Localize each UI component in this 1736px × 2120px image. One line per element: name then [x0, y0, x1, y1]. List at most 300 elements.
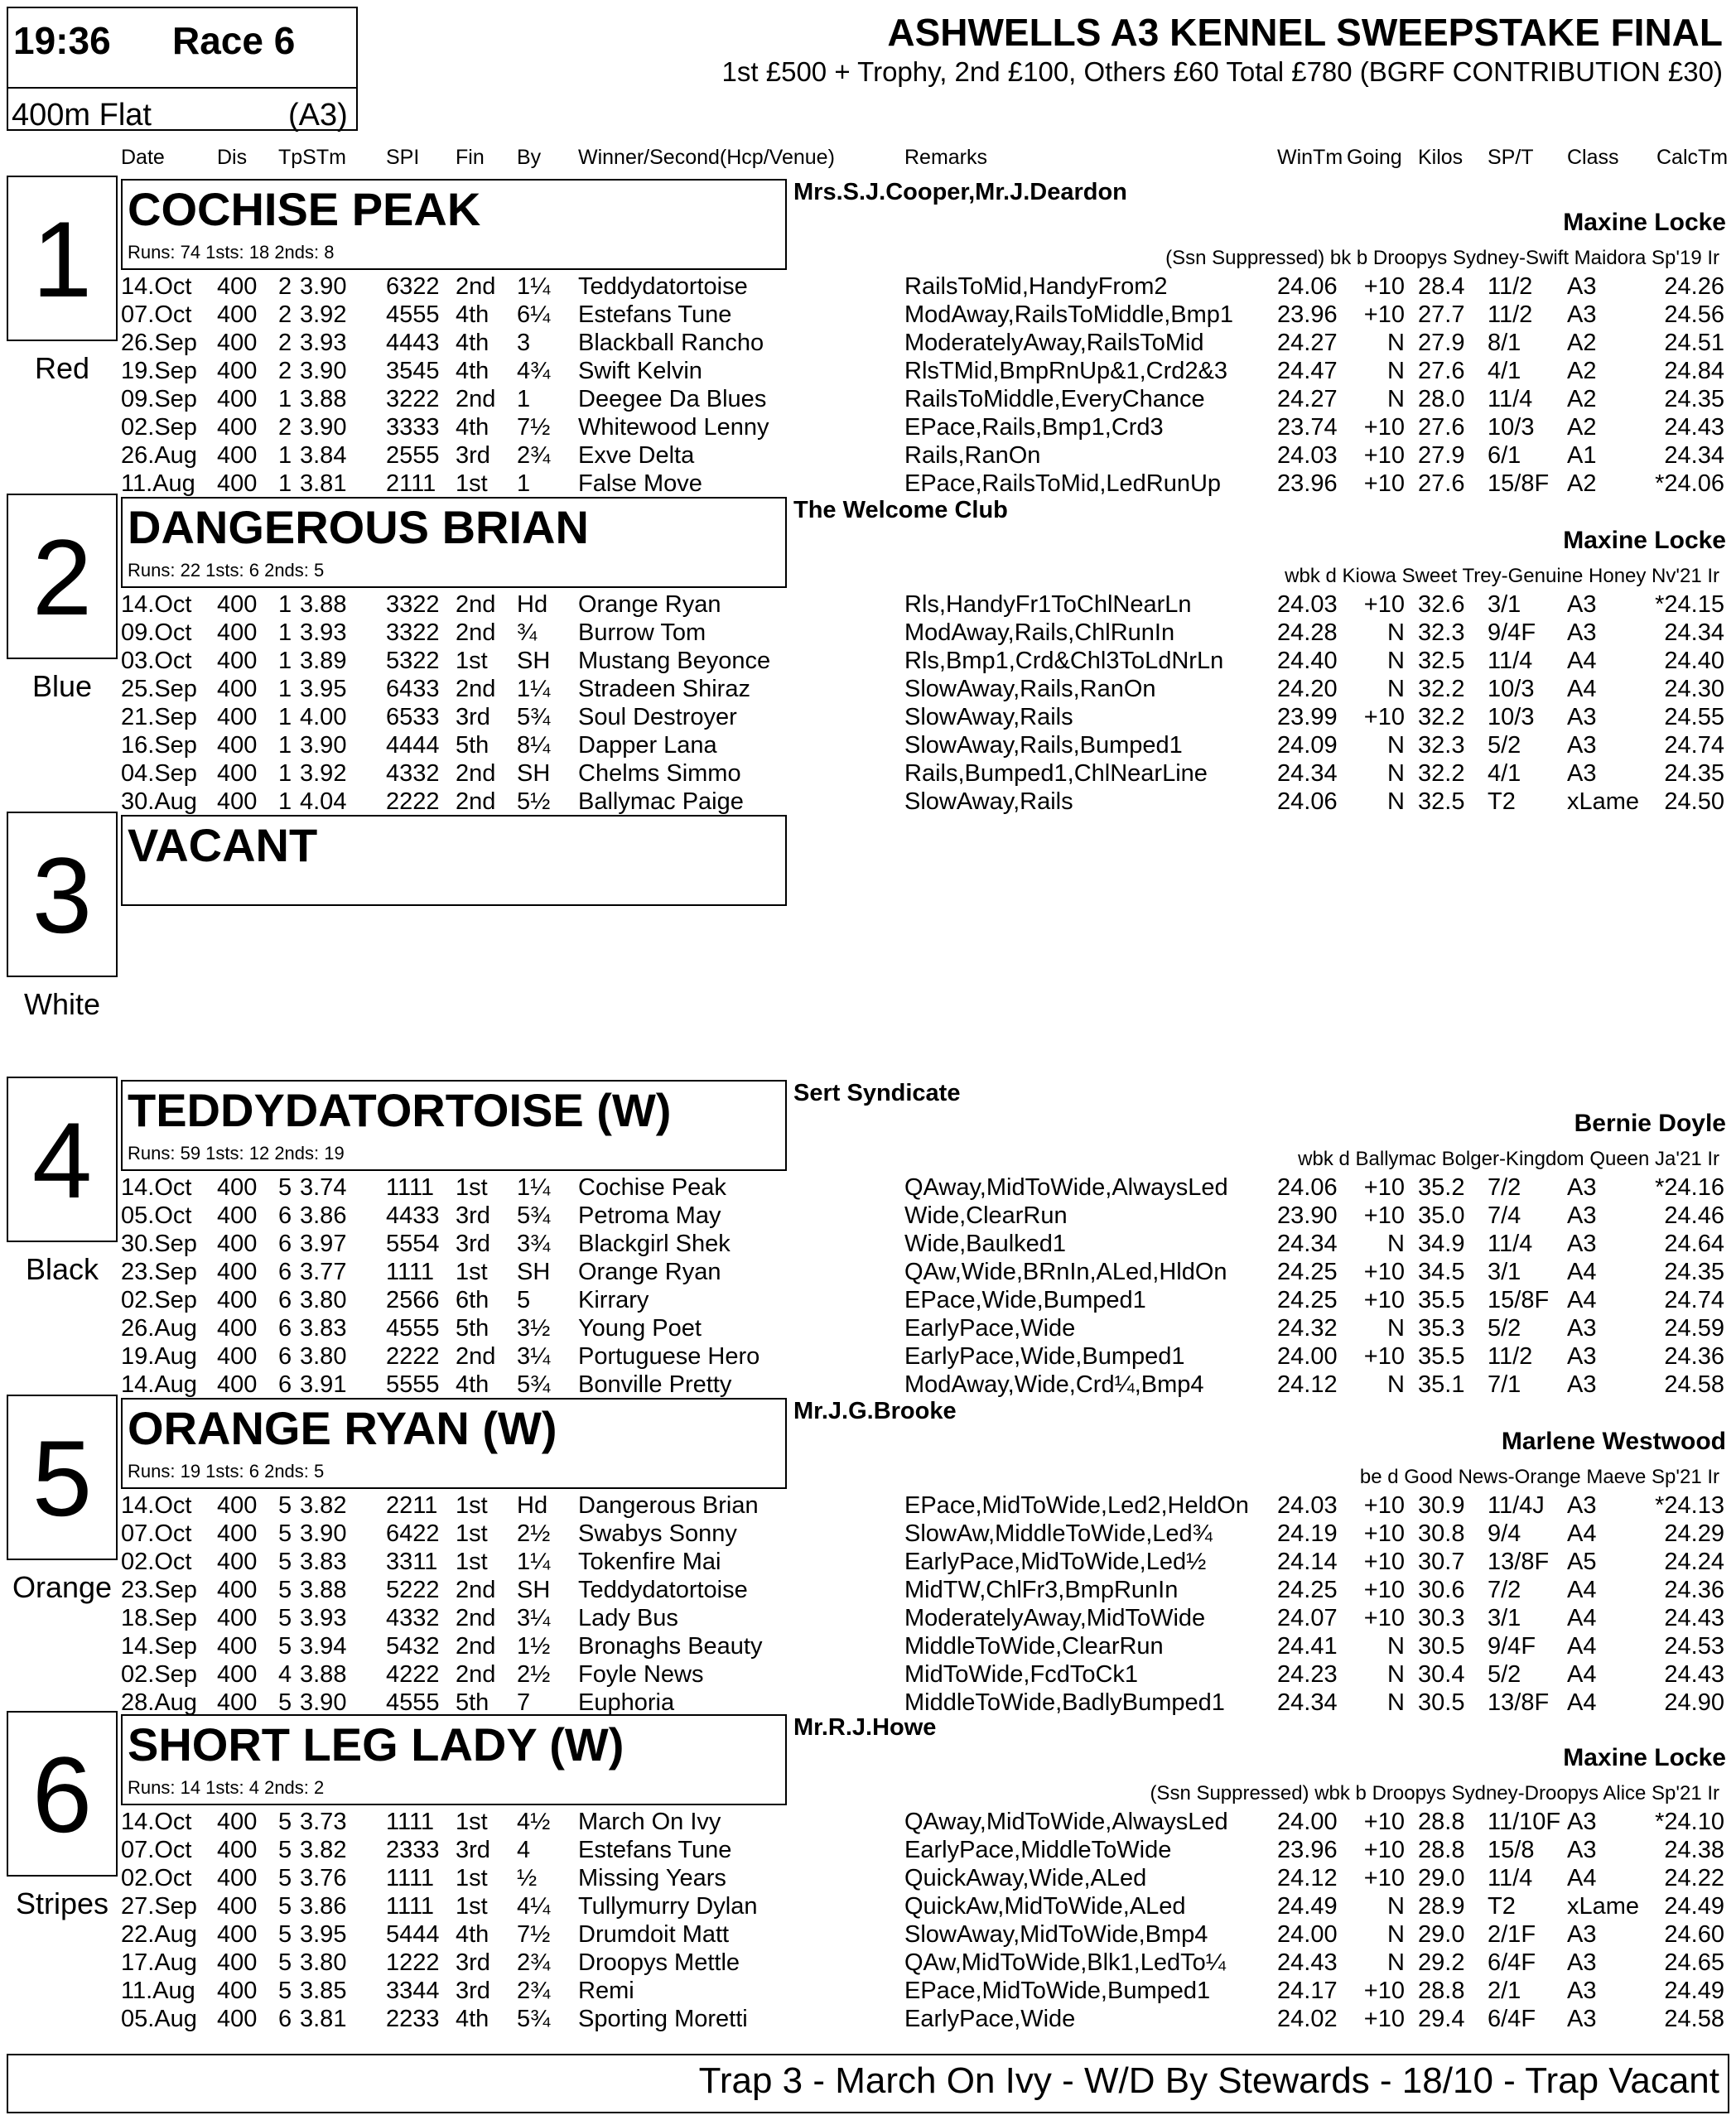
form-trap: 5 [278, 1893, 292, 1920]
form-remarks: QAw,Wide,BRnIn,ALed,HldOn [904, 1259, 1227, 1285]
form-by: SH [517, 1259, 551, 1285]
form-wintm: 23.90 [1277, 1202, 1338, 1229]
form-kilos: 27.9 [1418, 330, 1465, 356]
form-trap: 2 [278, 273, 292, 300]
form-calctm: 24.84 [1664, 358, 1724, 384]
form-wintm: 24.06 [1277, 1174, 1338, 1201]
form-fin: 3rd [456, 1949, 490, 1976]
form-calctm: *24.13 [1655, 1492, 1724, 1519]
form-calctm: 24.55 [1664, 704, 1724, 730]
form-remarks: EarlyPace,Wide,Bumped1 [904, 1343, 1185, 1370]
form-fin: 1st [456, 1893, 488, 1920]
form-spt: 11/10F [1488, 1809, 1561, 1835]
col-date: Date [121, 146, 165, 169]
form-dis: 400 [217, 1661, 258, 1688]
form-trap: 5 [278, 1492, 292, 1519]
form-row [0, 1921, 1736, 1949]
form-calctm: 24.74 [1664, 732, 1724, 759]
form-going: +10 [1363, 1343, 1405, 1370]
form-date: 26.Aug [121, 442, 197, 469]
form-class: A4 [1567, 676, 1597, 702]
form-dis: 400 [217, 1689, 258, 1716]
form-class: xLame [1567, 788, 1640, 815]
form-date: 07.Oct [121, 301, 192, 328]
form-stm: 3.90 [300, 273, 347, 300]
form-spt: 13/8F [1488, 1689, 1550, 1716]
form-wintm: 24.00 [1277, 1921, 1338, 1948]
form-stm: 3.92 [300, 760, 347, 787]
form-remarks: RlsTMid,BmpRnUp&1,Crd2&3 [904, 358, 1228, 384]
form-fin: 4th [456, 1371, 489, 1398]
form-trap: 2 [278, 358, 292, 384]
form-spt: 11/2 [1488, 1343, 1533, 1370]
form-row [0, 1371, 1736, 1400]
form-kilos: 29.2 [1418, 1949, 1465, 1976]
form-wintm: 24.03 [1277, 442, 1338, 469]
form-class: A3 [1567, 273, 1597, 300]
form-date: 09.Oct [121, 619, 192, 646]
form-row [0, 1492, 1736, 1520]
form-row [0, 1287, 1736, 1315]
form-winner: Young Poet [578, 1315, 702, 1342]
form-row [0, 591, 1736, 619]
form-fin: 4th [456, 330, 489, 356]
form-fin: 3rd [456, 1978, 490, 2004]
prize-money: 1st £500 + Trophy, 2nd £100, Others £60 Total £780 (BGRF CONTRIBUTION £30) [721, 56, 1723, 87]
form-dis: 400 [217, 1202, 258, 1229]
form-fin: 4th [456, 414, 489, 441]
form-spi: 1222 [386, 1949, 440, 1976]
form-trap: 1 [278, 760, 292, 787]
form-spi: 3545 [386, 358, 440, 384]
form-date: 23.Sep [121, 1259, 197, 1285]
form-spt: 4/1 [1488, 760, 1521, 787]
form-going: +10 [1363, 704, 1405, 730]
form-dis: 400 [217, 1809, 258, 1835]
form-dis: 400 [217, 732, 258, 759]
form-by: 1¼ [517, 273, 551, 300]
form-remarks: SlowAw,MiddleToWide,Led¾ [904, 1520, 1213, 1547]
form-fin: 4th [456, 301, 489, 328]
form-spi: 2111 [386, 470, 436, 497]
form-stm: 3.86 [300, 1202, 347, 1229]
form-dis: 400 [217, 1605, 258, 1631]
form-trap: 2 [278, 414, 292, 441]
form-fin: 3rd [456, 1231, 490, 1257]
form-winner: Swabys Sonny [578, 1520, 737, 1547]
form-dis: 400 [217, 1865, 258, 1891]
form-winner: Swift Kelvin [578, 358, 702, 384]
form-going: +10 [1363, 1520, 1405, 1547]
col-calctm: CalcTm [1656, 146, 1729, 169]
form-by: 4¼ [517, 1893, 551, 1920]
form-trap: 1 [278, 442, 292, 469]
form-going: N [1387, 760, 1405, 787]
form-date: 05.Aug [121, 2006, 197, 2032]
form-calctm: 24.43 [1664, 1605, 1724, 1631]
form-trap: 6 [278, 1231, 292, 1257]
form-date: 07.Oct [121, 1837, 192, 1863]
form-by: 1 [517, 470, 531, 497]
form-stm: 3.95 [300, 676, 347, 702]
form-spi: 6322 [386, 273, 440, 300]
form-trap: 1 [278, 591, 292, 618]
form-by: 3¼ [517, 1343, 551, 1370]
form-wintm: 24.27 [1277, 386, 1338, 412]
form-row [0, 273, 1736, 301]
form-kilos: 28.4 [1418, 273, 1465, 300]
form-wintm: 23.96 [1277, 1837, 1338, 1863]
form-winner: Cochise Peak [578, 1174, 726, 1201]
trap-colour: White [23, 987, 101, 1021]
form-dis: 400 [217, 1633, 258, 1660]
form-wintm: 24.41 [1277, 1633, 1338, 1660]
form-dis: 400 [217, 470, 258, 497]
race-time: 19:36 [13, 19, 111, 62]
form-fin: 1st [456, 1492, 488, 1519]
form-remarks: SlowAway,Rails [904, 704, 1073, 730]
form-winner: Foyle News [578, 1661, 704, 1688]
form-date: 25.Sep [121, 676, 197, 702]
form-trap: 6 [278, 2006, 292, 2032]
form-kilos: 30.5 [1418, 1689, 1465, 1716]
form-date: 11.Aug [121, 1978, 195, 2004]
form-calctm: 24.35 [1664, 760, 1724, 787]
form-by: 1¼ [517, 1549, 551, 1575]
form-trap: 5 [278, 1605, 292, 1631]
form-going: +10 [1363, 1978, 1405, 2004]
form-row [0, 1837, 1736, 1865]
form-winner: Teddydatortoise [578, 1577, 748, 1603]
form-by: 5 [517, 1287, 531, 1313]
form-calctm: 24.43 [1664, 414, 1724, 441]
col-wintm: WinTm [1277, 146, 1343, 169]
form-class: A3 [1567, 760, 1597, 787]
form-going: N [1387, 788, 1405, 815]
form-going: N [1387, 648, 1405, 674]
form-kilos: 30.5 [1418, 1633, 1465, 1660]
form-wintm: 23.96 [1277, 470, 1338, 497]
form-calctm: 24.35 [1664, 1259, 1724, 1285]
form-date: 05.Oct [121, 1202, 192, 1229]
col-fin: Fin [456, 146, 485, 169]
form-winner: Mustang Beyonce [578, 648, 771, 674]
form-spt: 5/2 [1488, 1315, 1521, 1342]
form-calctm: 24.56 [1664, 301, 1724, 328]
form-class: A3 [1567, 591, 1597, 618]
form-remarks: ModAway,Wide,Crd¼,Bmp4 [904, 1371, 1204, 1398]
form-by: Hd [517, 1492, 548, 1519]
form-class: A3 [1567, 1315, 1597, 1342]
form-date: 23.Sep [121, 1577, 197, 1603]
form-by: 3¾ [517, 1231, 551, 1257]
form-fin: 2nd [456, 1577, 496, 1603]
trap-number: 5 [31, 1418, 93, 1539]
form-stm: 3.90 [300, 414, 347, 441]
form-calctm: 24.59 [1664, 1315, 1724, 1342]
form-spt: 6/1 [1488, 442, 1521, 469]
form-calctm: 24.43 [1664, 1661, 1724, 1688]
dog-name: SHORT LEG LADY (W) [128, 1718, 624, 1771]
form-fin: 4th [456, 2006, 489, 2032]
form-remarks: EPace,RailsToMid,LedRunUp [904, 470, 1222, 497]
form-dis: 400 [217, 301, 258, 328]
form-fin: 2nd [456, 273, 496, 300]
form-spi: 6433 [386, 676, 440, 702]
form-calctm: 24.58 [1664, 1371, 1724, 1398]
form-trap: 1 [278, 676, 292, 702]
form-remarks: SlowAway,Rails [904, 788, 1073, 815]
form-date: 22.Aug [121, 1921, 197, 1948]
form-remarks: SlowAway,Rails,RanOn [904, 676, 1156, 702]
form-spi: 2333 [386, 1837, 440, 1863]
form-kilos: 30.9 [1418, 1492, 1465, 1519]
form-dis: 400 [217, 591, 258, 618]
form-spi: 4433 [386, 1202, 440, 1229]
form-class: A4 [1567, 1865, 1597, 1891]
form-going: +10 [1363, 1259, 1405, 1285]
trap-colour: Black [25, 1252, 99, 1286]
form-going: N [1387, 732, 1405, 759]
form-by: 1 [517, 386, 531, 412]
form-winner: Tokenfire Mai [578, 1549, 721, 1575]
dog-runs-summary: Runs: 74 1sts: 18 2nds: 8 [128, 242, 335, 263]
form-spt: 9/4 [1488, 1520, 1521, 1547]
form-by: SH [517, 1577, 551, 1603]
form-kilos: 28.8 [1418, 1978, 1465, 2004]
form-trap: 6 [278, 1315, 292, 1342]
form-row [0, 732, 1736, 760]
form-class: A3 [1567, 1231, 1597, 1257]
form-date: 14.Sep [121, 1633, 197, 1660]
form-dis: 400 [217, 788, 258, 815]
form-by: 2¾ [517, 442, 551, 469]
form-fin: 6th [456, 1287, 489, 1313]
form-row [0, 1809, 1736, 1837]
form-going: +10 [1363, 1865, 1405, 1891]
form-kilos: 34.9 [1418, 1231, 1465, 1257]
form-spt: 4/1 [1488, 358, 1521, 384]
form-date: 02.Sep [121, 414, 197, 441]
form-trap: 5 [278, 1865, 292, 1891]
form-stm: 3.94 [300, 1633, 347, 1660]
form-stm: 3.74 [300, 1174, 347, 1201]
form-wintm: 24.34 [1277, 1689, 1338, 1716]
form-dis: 400 [217, 760, 258, 787]
form-date: 14.Oct [121, 1809, 192, 1835]
form-kilos: 28.0 [1418, 386, 1465, 412]
form-stm: 3.95 [300, 1921, 347, 1948]
form-kilos: 32.5 [1418, 648, 1465, 674]
form-fin: 2nd [456, 619, 496, 646]
form-by: 5¾ [517, 1371, 551, 1398]
form-wintm: 24.12 [1277, 1371, 1338, 1398]
form-kilos: 27.6 [1418, 414, 1465, 441]
form-remarks: ModAway,Rails,ChlRunIn [904, 619, 1175, 646]
form-remarks: QAway,MidToWide,AlwaysLed [904, 1809, 1228, 1835]
form-dis: 400 [217, 358, 258, 384]
form-row [0, 704, 1736, 732]
form-going: +10 [1363, 442, 1405, 469]
col-winner: Winner/Second(Hcp/Venue) [578, 146, 835, 169]
form-kilos: 32.5 [1418, 788, 1465, 815]
form-dis: 400 [217, 1343, 258, 1370]
form-winner: Exve Delta [578, 442, 695, 469]
form-spi: 3322 [386, 591, 440, 618]
form-spi: 1111 [386, 1809, 435, 1835]
form-remarks: QuickAway,Wide,ALed [904, 1865, 1147, 1891]
form-class: A4 [1567, 1605, 1597, 1631]
form-winner: Bronaghs Beauty [578, 1633, 763, 1660]
form-fin: 2nd [456, 1605, 496, 1631]
form-winner: Dapper Lana [578, 732, 717, 759]
form-spt: 11/4 [1488, 1865, 1533, 1891]
form-spi: 2222 [386, 788, 440, 815]
form-date: 28.Aug [121, 1689, 197, 1716]
col-going: Going [1347, 146, 1402, 169]
form-spt: 2/1 [1488, 1978, 1521, 2004]
form-kilos: 29.0 [1418, 1865, 1465, 1891]
form-dis: 400 [217, 442, 258, 469]
form-kilos: 30.6 [1418, 1577, 1465, 1603]
form-calctm: 24.50 [1664, 788, 1724, 815]
trap-colour: Blue [31, 669, 93, 703]
dog-runs-summary: Runs: 59 1sts: 12 2nds: 19 [128, 1143, 345, 1164]
form-going: N [1387, 1949, 1405, 1976]
form-remarks: EPace,MidToWide,Led2,HeldOn [904, 1492, 1249, 1519]
trap-number: 4 [31, 1100, 93, 1221]
form-spt: 3/1 [1488, 1605, 1521, 1631]
trap-number: 6 [31, 1734, 93, 1855]
form-spt: 13/8F [1488, 1549, 1550, 1575]
form-date: 14.Oct [121, 273, 192, 300]
form-remarks: MidToWide,FcdToCk1 [904, 1661, 1139, 1688]
form-spt: 11/2 [1488, 301, 1533, 328]
form-spt: 9/4F [1488, 619, 1536, 646]
form-wintm: 24.03 [1277, 591, 1338, 618]
form-class: A2 [1567, 414, 1597, 441]
form-trap: 6 [278, 1202, 292, 1229]
form-kilos: 27.7 [1418, 301, 1465, 328]
form-date: 26.Sep [121, 330, 197, 356]
form-remarks: QuickAw,MidToWide,ALed [904, 1893, 1186, 1920]
form-class: A4 [1567, 648, 1597, 674]
form-trap: 5 [278, 1809, 292, 1835]
form-winner: Drumdoit Matt [578, 1921, 730, 1948]
form-date: 11.Aug [121, 470, 195, 497]
form-fin: 3rd [456, 1202, 490, 1229]
form-date: 02.Oct [121, 1865, 192, 1891]
form-stm: 3.93 [300, 330, 347, 356]
form-trap: 1 [278, 788, 292, 815]
form-trap: 6 [278, 1343, 292, 1370]
form-remarks: QAw,MidToWide,Blk1,LedTo¼ [904, 1949, 1226, 1976]
form-winner: Kirrary [578, 1287, 649, 1313]
form-class: A3 [1567, 2006, 1597, 2032]
col-spt: SP/T [1488, 146, 1534, 169]
form-going: +10 [1363, 1174, 1405, 1201]
form-class: A3 [1567, 1949, 1597, 1976]
form-trap: 4 [278, 1661, 292, 1688]
form-spt: 15/8 [1488, 1837, 1535, 1863]
form-dis: 400 [217, 1315, 258, 1342]
form-row [0, 1202, 1736, 1231]
form-stm: 3.88 [300, 591, 347, 618]
form-spt: 11/4 [1488, 648, 1533, 674]
dog-breeding: be d Good News-Orange Maeve Sp'21 Ir [1359, 1466, 1719, 1488]
form-row [0, 1949, 1736, 1978]
form-trap: 2 [278, 301, 292, 328]
form-stm: 3.82 [300, 1492, 347, 1519]
form-by: ½ [517, 1865, 538, 1891]
dog-trainer: Maxine Locke [1563, 1744, 1726, 1771]
form-wintm: 23.74 [1277, 414, 1338, 441]
form-spi: 5222 [386, 1577, 440, 1603]
form-remarks: Rls,Bmp1,Crd&Chl3ToLdNrLn [904, 648, 1224, 674]
form-date: 26.Aug [121, 1315, 197, 1342]
form-fin: 1st [456, 1809, 488, 1835]
form-spi: 4443 [386, 330, 440, 356]
form-spi: 2222 [386, 1343, 440, 1370]
form-fin: 3rd [456, 442, 490, 469]
dog-name: TEDDYDATORTOISE (W) [128, 1084, 672, 1136]
form-row [0, 1978, 1736, 2006]
form-stm: 3.84 [300, 442, 347, 469]
form-calctm: *24.15 [1655, 591, 1724, 618]
form-stm: 3.90 [300, 358, 347, 384]
form-dis: 400 [217, 1371, 258, 1398]
form-by: 2¾ [517, 1978, 551, 2004]
form-spt: 2/1F [1488, 1921, 1536, 1948]
form-winner: Estefans Tune [578, 301, 732, 328]
dog-trainer: Maxine Locke [1563, 527, 1726, 554]
form-kilos: 27.6 [1418, 470, 1465, 497]
form-kilos: 32.2 [1418, 760, 1465, 787]
form-remarks: ModeratelyAway,RailsToMid [904, 330, 1204, 356]
dog-trainer: Bernie Doyle [1574, 1110, 1726, 1137]
form-winner: Lady Bus [578, 1605, 678, 1631]
form-stm: 3.80 [300, 1343, 347, 1370]
form-spt: 11/4J [1488, 1492, 1545, 1519]
form-wintm: 24.47 [1277, 358, 1338, 384]
footer-note: Trap 3 - March On Ivy - W/D By Stewards - 18/10 - Trap Vacant [698, 2060, 1719, 2101]
form-fin: 5th [456, 1689, 489, 1716]
form-row [0, 414, 1736, 442]
form-wintm: 24.25 [1277, 1287, 1338, 1313]
form-dis: 400 [217, 330, 258, 356]
trap-number: 1 [31, 199, 93, 320]
form-wintm: 24.12 [1277, 1865, 1338, 1891]
form-going: +10 [1363, 1809, 1405, 1835]
trap-number: 3 [31, 835, 93, 956]
form-stm: 3.85 [300, 1978, 347, 2004]
form-calctm: 24.49 [1664, 1978, 1724, 2004]
form-class: A4 [1567, 1633, 1597, 1660]
form-calctm: 24.90 [1664, 1689, 1724, 1716]
form-winner: Teddydatortoise [578, 273, 748, 300]
form-date: 04.Sep [121, 760, 197, 787]
form-trap: 1 [278, 732, 292, 759]
form-remarks: ModeratelyAway,MidToWide [904, 1605, 1206, 1631]
form-by: 6¼ [517, 301, 551, 328]
form-remarks: EarlyPace,MiddleToWide [904, 1837, 1172, 1863]
form-by: 1¼ [517, 1174, 551, 1201]
form-trap: 6 [278, 1371, 292, 1398]
form-remarks: EPace,Rails,Bmp1,Crd3 [904, 414, 1164, 441]
form-calctm: *24.16 [1655, 1174, 1724, 1201]
form-trap: 5 [278, 1837, 292, 1863]
form-class: A2 [1567, 386, 1597, 412]
